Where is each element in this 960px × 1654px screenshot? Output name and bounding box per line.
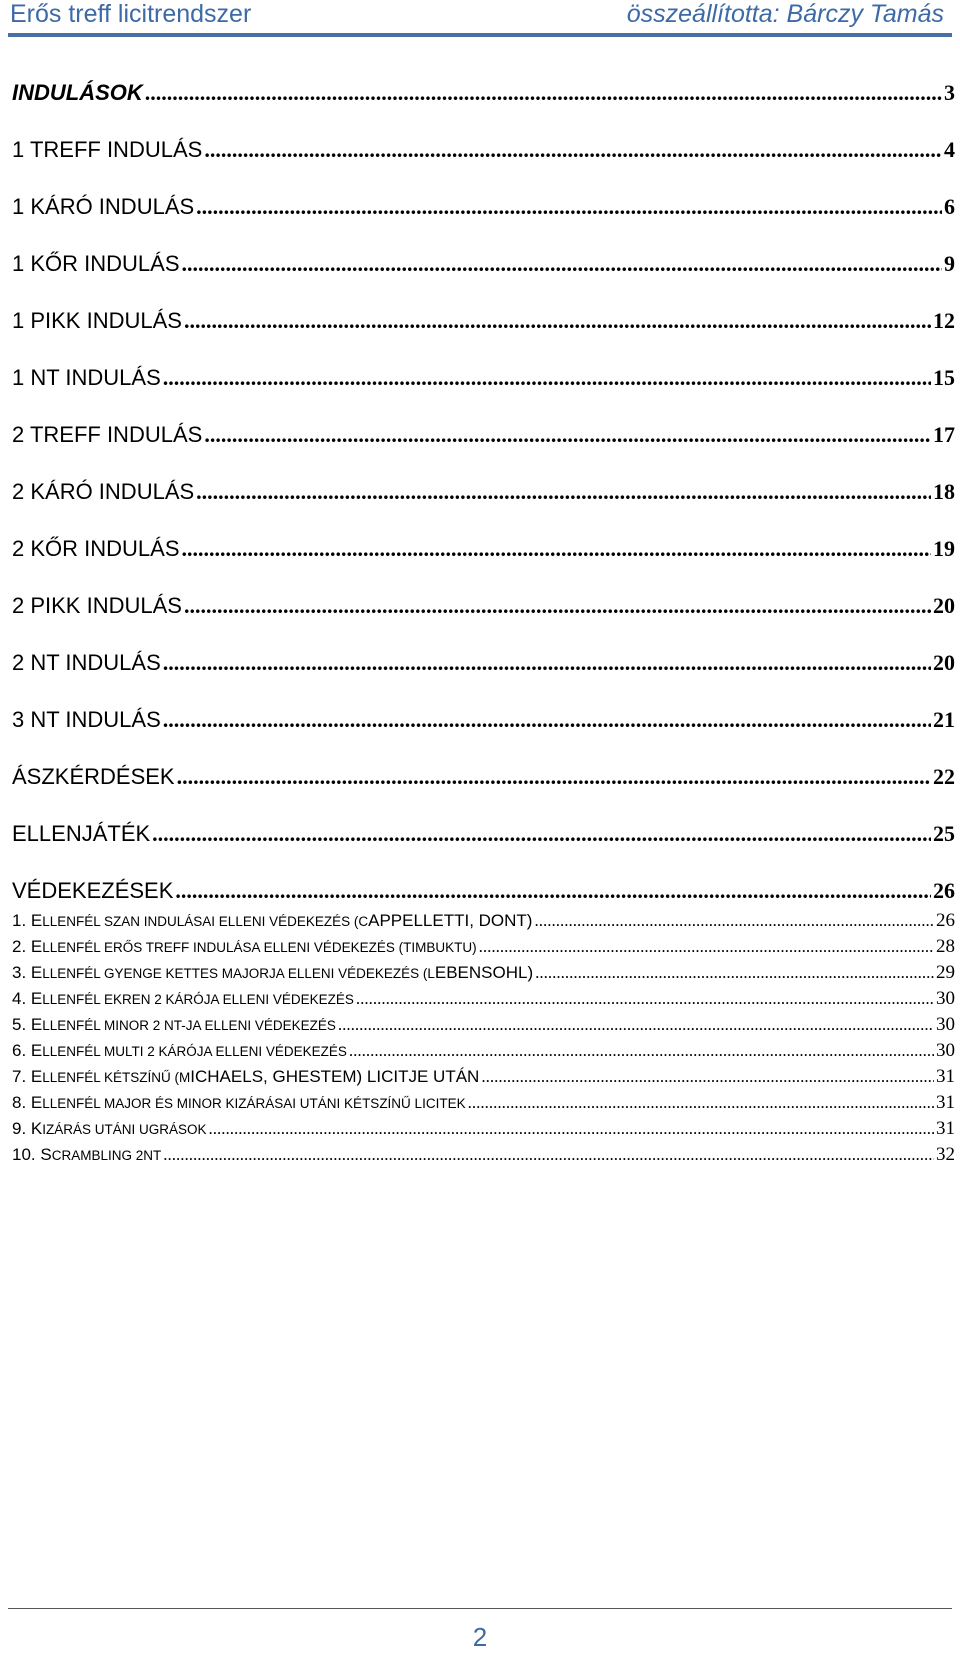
toc-leader (175, 878, 931, 904)
toc-entry[interactable] (12, 764, 955, 794)
toc-subentry-label (12, 911, 532, 931)
toc-entry-label: ÁSZKÉRDÉSEK (12, 764, 175, 789)
toc-subentry-page: 31 (936, 1092, 955, 1113)
page-number: 2 (472, 1622, 488, 1652)
toc-subentry[interactable] (12, 936, 955, 960)
toc-leader (182, 536, 932, 562)
toc-subentry-number: 4. E (12, 989, 43, 1008)
toc-entry-label: 1 PIKK INDULÁS (12, 308, 182, 333)
toc-subentry-label (12, 1015, 336, 1035)
toc-subentry-text: LLENFÉL ERŐS TREFF INDULÁSA ELLENI VÉDEKEZÉS (TIMBUKTU) (42, 940, 477, 955)
toc-entry[interactable] (12, 251, 955, 281)
toc-entry-label: ELLENJÁTÉK (12, 821, 151, 846)
toc-subentry-page: 28 (936, 936, 955, 957)
footer-rule (8, 1608, 952, 1609)
toc-entry-label: 1 TREFF INDULÁS (12, 137, 203, 162)
toc-entry-label: 2 KÁRÓ INDULÁS (12, 479, 195, 504)
toc-leader (177, 764, 931, 790)
toc-subentry-text: CRAMBLING 2NT (51, 1148, 162, 1163)
document-title: Erős treff licitrendszer (10, 0, 252, 28)
toc-subentry-number: 9. K (12, 1119, 43, 1138)
toc-leader (338, 1015, 934, 1035)
toc-entry[interactable] (12, 308, 955, 338)
toc-leader (182, 251, 943, 277)
toc-subentry-text: IZÁRÁS UTÁNI UGRÁSOK (42, 1122, 207, 1137)
toc-entry-page: 15 (933, 365, 955, 390)
toc-subentry-text: LLENFÉL EKREN 2 KÁRÓJA ELLENI VÉDEKEZÉS (42, 992, 354, 1007)
toc-subentry-text: LLENFÉL MAJOR ÉS MINOR KIZÁRÁSAI UTÁNI KÉTSZÍNŰ LICITEK (42, 1096, 466, 1111)
toc-subentry-number: 3. E (12, 963, 43, 982)
toc-entry-page: 19 (933, 536, 955, 561)
toc-subentry-tail: ICHAELS, GHESTEM) LICITJE UTÁN (190, 1067, 480, 1086)
toc-entry[interactable] (12, 365, 955, 395)
toc-leader (209, 1119, 934, 1139)
toc-subentry-number: 5. E (12, 1015, 43, 1034)
toc-subentry[interactable] (12, 910, 955, 934)
toc-leader (349, 1041, 934, 1061)
toc-leader (184, 593, 931, 619)
toc-entry-label: 1 KÁRÓ INDULÁS (12, 194, 195, 219)
toc-subentry-number: 2. E (12, 937, 43, 956)
toc-subentry[interactable] (12, 1144, 955, 1168)
toc-leader (163, 707, 931, 733)
toc-leader (184, 308, 931, 334)
toc-subentry-text: LLENFÉL SZAN INDULÁSAI ELLENI VÉDEKEZÉS (C (42, 914, 369, 929)
toc-entry-page: 12 (933, 308, 955, 333)
toc-leader (196, 194, 942, 220)
toc-entry-page: 25 (933, 821, 955, 846)
toc-entry-page: 9 (944, 251, 955, 276)
toc-entry-page: 20 (933, 650, 955, 675)
toc-entry-label: 3 NT INDULÁS (12, 707, 161, 732)
toc-entry-label: VÉDEKEZÉSEK (12, 878, 174, 903)
toc-subentry-label (12, 989, 354, 1009)
toc-subentry-page: 30 (936, 1040, 955, 1061)
toc-leader (534, 911, 934, 931)
toc-entry-page: 17 (933, 422, 955, 447)
toc-leader (535, 963, 934, 983)
toc-entry[interactable] (12, 194, 955, 224)
toc-entry[interactable] (12, 593, 955, 623)
toc-leader (163, 365, 931, 391)
toc-entry-label: INDULÁSOK (12, 80, 143, 105)
toc-subentry-page: 31 (936, 1066, 955, 1087)
toc-subentry-text: LLENFÉL MULTI 2 KÁRÓJA ELLENI VÉDEKEZÉS (42, 1044, 347, 1059)
toc-subentry[interactable] (12, 962, 955, 986)
toc-entry-label: 2 PIKK INDULÁS (12, 593, 182, 618)
toc-entry-page: 4 (944, 137, 955, 162)
toc-subentry-number: 8. E (12, 1093, 43, 1112)
toc-leader (163, 650, 931, 676)
toc-entry-page: 22 (933, 764, 955, 789)
toc-subentry[interactable] (12, 1092, 955, 1116)
toc-leader (152, 821, 931, 847)
toc-leader (145, 80, 942, 106)
toc-subentry-label (12, 963, 533, 983)
toc-subentry-number: 7. E (12, 1067, 43, 1086)
toc-leader (204, 422, 931, 448)
toc-subentry-page: 32 (936, 1144, 955, 1165)
toc-leader (468, 1093, 934, 1113)
toc-subentry-page: 30 (936, 1014, 955, 1035)
page-header (8, 0, 952, 37)
toc-subentry-page: 26 (936, 910, 955, 931)
toc-subentry-label (12, 1145, 161, 1165)
toc-entry-label: 2 TREFF INDULÁS (12, 422, 203, 447)
toc-subentry-text: LLENFÉL MINOR 2 NT-JA ELLENI VÉDEKEZÉS (42, 1018, 336, 1033)
toc-entry-page: 3 (944, 80, 955, 105)
toc-entry-page: 21 (933, 707, 955, 732)
toc-subentry[interactable] (12, 1118, 955, 1142)
toc-leader (356, 989, 934, 1009)
toc-subentry-text: LLENFÉL KÉTSZÍNŰ (M (42, 1070, 191, 1085)
toc-subentry-text: LLENFÉL GYENGE KETTES MAJORJA ELLENI VÉDEKEZÉS (L (42, 966, 435, 981)
toc-subentry-tail: EBENSOHL) (434, 963, 534, 982)
toc-leader (481, 1067, 934, 1087)
toc-subentry-page: 30 (936, 988, 955, 1009)
toc-entry[interactable] (12, 80, 955, 110)
toc-subentry-page: 31 (936, 1118, 955, 1139)
toc-subentry-label (12, 1093, 466, 1113)
toc-subentry-number: 6. E (12, 1041, 43, 1060)
toc-entry-label: 1 KŐR INDULÁS (12, 251, 180, 276)
toc-entry-page: 20 (933, 593, 955, 618)
toc-subentry-label (12, 1067, 479, 1087)
document-author: összeállította: Bárczy Tamás (626, 0, 944, 28)
toc-entry[interactable] (12, 422, 955, 452)
toc-entry[interactable] (12, 536, 955, 566)
toc-entry[interactable] (12, 878, 955, 908)
toc-entry-label: 2 KŐR INDULÁS (12, 536, 180, 561)
toc-leader (479, 937, 934, 957)
toc-entry[interactable] (12, 479, 955, 509)
toc-subentry[interactable] (12, 988, 955, 1012)
toc-entry-label: 2 NT INDULÁS (12, 650, 161, 675)
toc-subentry[interactable] (12, 1040, 955, 1064)
toc-entry-page: 6 (944, 194, 955, 219)
toc-entry-label: 1 NT INDULÁS (12, 365, 161, 390)
toc-entry[interactable] (12, 137, 955, 167)
toc-entry-page: 18 (933, 479, 955, 504)
toc-entry[interactable] (12, 650, 955, 680)
toc-leader (163, 1145, 934, 1165)
toc-leader (196, 479, 931, 505)
toc-subentry[interactable] (12, 1014, 955, 1038)
toc-subentry-tail: APPELLETTI, DONT) (368, 911, 533, 930)
toc-entry-page: 26 (933, 878, 955, 903)
header-rule (8, 33, 952, 37)
toc-entry[interactable] (12, 821, 955, 851)
toc-subentry-page: 29 (936, 962, 955, 983)
toc-subentry[interactable] (12, 1066, 955, 1090)
toc-entry[interactable] (12, 707, 955, 737)
toc-subentry-label (12, 1119, 207, 1139)
toc-subentry-number: 10. S (12, 1145, 52, 1164)
toc-subentry-label (12, 937, 477, 957)
toc-subentry-label (12, 1041, 347, 1061)
toc-leader (204, 137, 942, 163)
toc-subentry-number: 1. E (12, 911, 43, 930)
